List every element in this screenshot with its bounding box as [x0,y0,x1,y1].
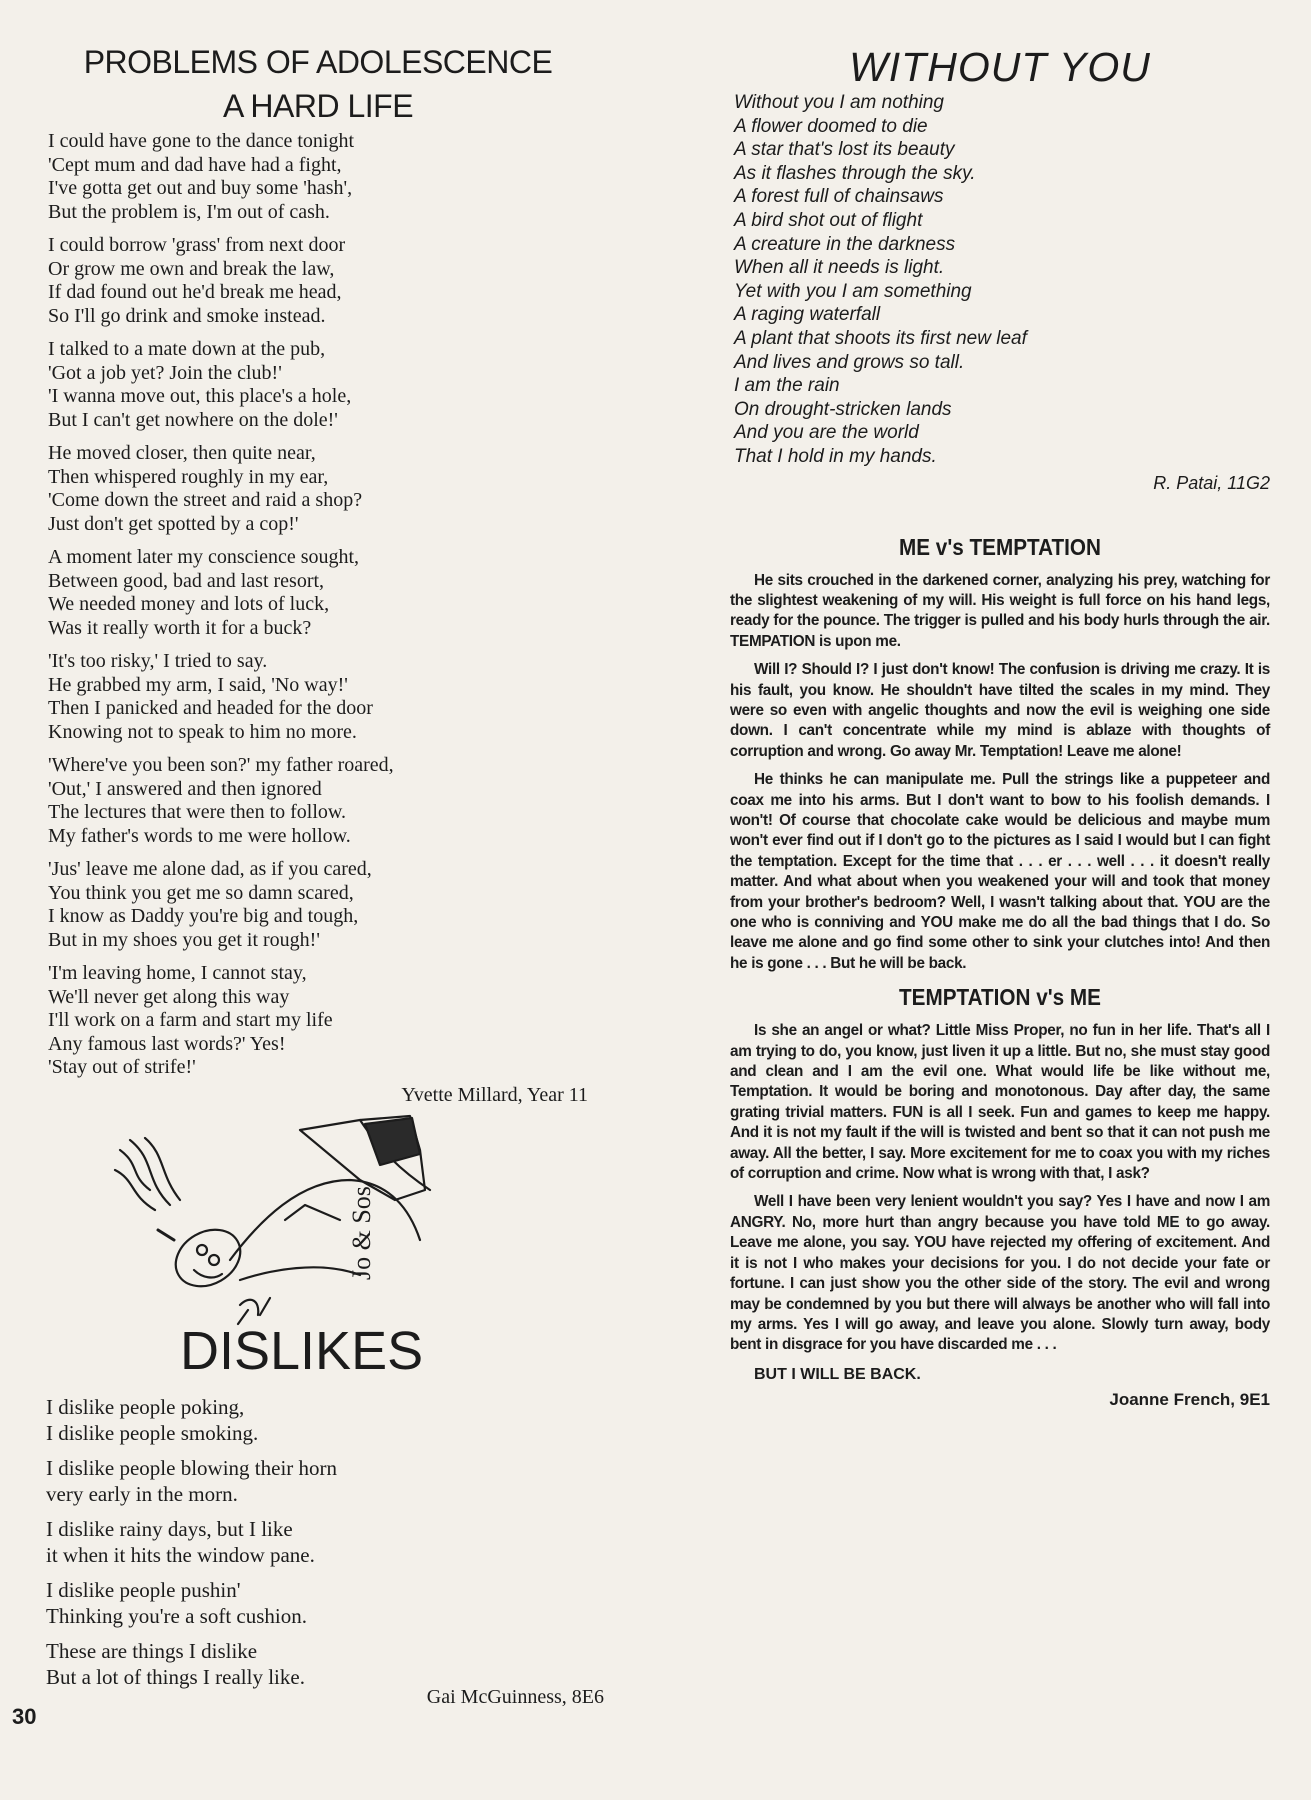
stanza [46,1577,586,1629]
poem-line: So I'll go drink and smoke instead. [48,304,326,327]
poem-title: WITHOUT YOU [849,44,1151,90]
poem-line: As it flashes through the sky. [734,162,976,184]
poem-line: These are things I dislike [46,1639,258,1663]
poem-line: That I hold in my hands. [734,445,937,467]
prose-section [730,571,1270,975]
paragraph: Is she an angel or what? Little Miss Proper, no fun in her life. That's all I am trying to do, you know, just liven it up a little. But no, she must stay good and clean and I am the evil one. What would life be like without me, Temptation. It would be boring and monotonous. Day after day, the same grating trivial matters. FUN is all I seek. Fun and games to keep me happy. And it is not my fault if the will is twisted and bent so that it can not push me away. All the better, I say. More excitement for me to coax you with my riches of corruption and crime. Now what is wrong with that, I ask? [730,1022,1270,1183]
poem-line: I could have gone to the dance tonight [48,130,355,152]
poem-author: Gai McGuinness, 8E6 [426,1686,604,1708]
poem-line: A creature in the darkness [734,233,956,255]
poem-line: 'It's too risky,' I tried to say. [48,650,268,672]
poem-line: My father's words to me were hollow. [48,824,351,847]
poem-line: I could borrow 'grass' from next door [48,234,346,256]
stanza [48,546,588,640]
poem-author: R. Patai, 11G2 [1153,472,1270,493]
stanza [48,858,588,952]
poem-line: He moved closer, then quite near, [48,442,316,464]
poem-line: I've gotta get out and buy some 'hash', [48,177,353,199]
poem-line: Without you I am nothing [734,92,945,113]
stanza [48,650,588,744]
poem-line: Or grow me own and break the law, [48,257,335,280]
poem-line: I know as Daddy you're big and tough, [48,905,359,927]
poem-body [734,91,1270,469]
poem-line: But in my shoes you get it rough!' [48,928,320,951]
poem-line: Knowing not to speak to him no more. [48,720,357,743]
poem-line: I dislike people blowing their horn [46,1456,338,1480]
poem-line: The lectures that were then to follow. [48,801,347,823]
poem-line: A moment later my conscience sought, [48,546,360,568]
dislikes-title: DISLIKES [180,1321,424,1381]
poem-line: But I can't get nowhere on the dole!' [48,408,338,431]
poem-title: PROBLEMS OF ADOLESCENCE [83,44,553,80]
poem-line: We'll never get along this way [48,985,290,1008]
poem-line: Any famous last words?' Yes! [48,1032,286,1055]
poem-line: But the problem is, I'm out of cash. [48,200,330,223]
poem-line: A plant that shoots its first new leaf [734,327,1027,349]
poem-line: A star that's lost its beauty [734,139,955,161]
poem-line: 'Cept mum and dad have had a fight, [48,153,342,176]
poem-line: 'I wanna move out, this place's a hole, [48,385,352,407]
poem-line: You think you get me so damn scared, [48,881,354,904]
poem-line: I dislike people pushin' [46,1578,241,1602]
paragraph: He sits crouched in the darkened corner, analyzing his prey, watching for the slightest weakening of my will. His weight is full force on his hand legs, ready for the pounce. The trigger is pulled and his body hurls through the air. TEMPATION is upon me. [730,571,1270,650]
poem-line: When all it needs is light. [734,257,945,279]
poem-body [46,1394,586,1690]
poem-line: very early in the morn. [46,1482,238,1506]
poem-line: Was it really worth it for a buck? [48,616,312,639]
section-heading: ME v's TEMPTATION [899,533,1101,560]
poem-line: A raging waterfall [734,304,881,326]
closing-line: BUT I WILL BE BACK. [754,1365,921,1383]
poem-body [48,130,588,1080]
stanza [48,442,588,536]
stanza [46,1638,586,1690]
stanza [48,754,588,848]
poem-line: Then I panicked and headed for the door [48,697,373,719]
poem-author: Yvette Millard, Year 11 [401,1083,588,1106]
right-column [730,40,1270,1410]
poem-line: We needed money and lots of luck, [48,593,330,615]
poem-line: But a lot of things I really like. [46,1665,305,1689]
poem-line: He grabbed my arm, I said, 'No way!' [48,673,348,696]
stanza [48,234,588,328]
poem-line: A forest full of chainsaws [734,186,944,208]
poem-line: And you are the world [734,422,919,444]
poem-line: A bird shot out of flight [734,209,923,231]
poem-dislikes [46,1392,604,1709]
poem-line: 'Out,' I answered and then ignored [48,777,322,800]
drawing-signature: Jo & Sos [347,1186,376,1280]
poem-line: Then whispered roughly in my ear, [48,465,329,488]
poem-line: I talked to a mate down at the pub, [48,338,326,360]
poem-line: I dislike rainy days, but I like [46,1517,293,1541]
prose-author: Joanne French, 9E1 [1109,1389,1270,1409]
paragraph: Will I? Should I? I just don't know! The confusion is driving me crazy. It is his fault, you know. He shouldn't have tilted the scales in my mind. They were so even with angelic thoughts and now the evil is weighing one side down. I can't concentrate while my mind is ablaze with thoughts of corruption and wrong. Go away Mr. Temptation! Leave me alone! [730,661,1270,760]
page-number: 30 [12,1704,37,1729]
poem-line: If dad found out he'd break me head, [48,281,342,303]
smoking-man-drawing [110,1110,530,1340]
poem-subtitle: A HARD LIFE [222,88,414,124]
stanza [48,130,588,224]
poem-line: On drought-stricken lands [734,398,952,420]
poem-line: 'Got a job yet? Join the club!' [48,361,282,384]
poem-line: I dislike people poking, [46,1395,245,1419]
paragraph: He thinks he can manipulate me. Pull the strings like a puppeteer and coax me into his arms. But I don't want to bow to his foolish demands. I won't! Of course that chocolate cake would be delicious and maybe mum won't ever find out if I don't go to the pictures as I said I would but I can fight the temptation. Except for the time that . . . er . . . well . . . it doesn't really matter. And what about when you weakened your will and took that money from your brother's bedroom? Well, I wasn't talking about that. YOU are the one who is conniving and YOU make me do all the bad things that I do. So leave me alone and go find some other to sink your clutches into! And then he is gone . . . But he will be back. [730,771,1270,972]
paragraph: Well I have been very lenient wouldn't you say? Yes I have and now I am ANGRY. No, more hurt than angry because you have told ME to go away. Leave me alone, you say. YOU have rejected my offering of excitement. And it is not I who makes your decisions for you. I do not decide your fate or fortune. I can just show you the other side of the story. The evil and wrong may be condemned by you but there will always be another who will fall into my arms. Yes I will go away, and leave you alone. Slowly turn away, body bent in disgrace for you have discarded me . . . [730,1193,1270,1354]
poem-line: I'll work on a farm and start my life [48,1009,333,1031]
stanza [46,1455,586,1507]
section-heading: TEMPTATION v's ME [899,984,1101,1011]
stanza [48,962,588,1080]
poem-line: 'I'm leaving home, I cannot stay, [48,962,307,984]
poem-line: I am the rain [734,375,840,397]
poem-hard-life [48,40,588,1107]
poem-line: 'Where've you been son?' my father roared, [48,754,394,776]
poem-line: Thinking you're a soft cushion. [46,1604,307,1628]
poem-line: A flower doomed to die [734,115,928,137]
stanza [46,1516,586,1568]
poem-line: I dislike people smoking. [46,1421,259,1445]
poem-line: 'Come down the street and raid a shop? [48,489,363,511]
poem-line: Yet with you I am something [734,280,972,302]
poem-line: 'Jus' leave me alone dad, as if you cared, [48,858,372,880]
stanza [48,338,588,432]
poem-line: Just don't get spotted by a cop!' [48,512,299,535]
poem-line: 'Stay out of strife!' [48,1056,196,1078]
poem-line: it when it hits the window pane. [46,1543,315,1567]
prose-section [730,1021,1270,1356]
poem-line: And lives and grows so tall. [734,351,965,373]
poem-line: Between good, bad and last resort, [48,569,325,592]
stanza [46,1394,586,1446]
